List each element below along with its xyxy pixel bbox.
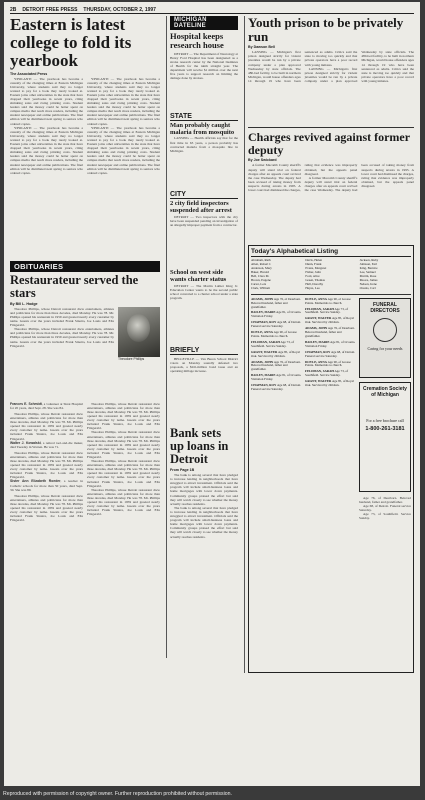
cremation-ad-phone: 1-800-261-3181 bbox=[365, 425, 405, 432]
death-notice-text: Age 90, of Grosse Pointe. Memorials to church. bbox=[251, 330, 297, 338]
cremation-ad-sub: For a free brochure call bbox=[366, 417, 404, 423]
death-notice-name: FELDMAN, SARAH bbox=[305, 306, 334, 311]
death-notice bbox=[305, 298, 356, 306]
briefly-body: BELLEVILLE — Van Buren School District voters on Monday soundly defeated two proposals, a $9.6-million bond issue and an operating millage increase. bbox=[170, 356, 238, 373]
notices-area bbox=[251, 298, 411, 670]
prison-byline: By Dawson Bell bbox=[248, 45, 275, 50]
funeral-ad-sub: Caring for your needs bbox=[367, 345, 403, 351]
obituary-photo bbox=[118, 307, 160, 357]
yearbook-body: YPSILANTI — The yearbook has become a casualty of the changing times at Eastern Michigan University, where students said they no longer wanted to pay for a book they rarely looked at. Eastern joins other universities in the state that have dropped their yearbooks in recent years, citing shrinking sales and rising printing costs. Student leaders said the money could be better spent on campus media that reach more readers, including the student newspaper and online publications. The final edition will be distributed next spring to seniors who ordered copies. YPSILANTI — The yearbook has become a casualty of the changing times at Eastern Michigan University, where students said they no longer wanted to pay for a book they rarely looked at. Eastern joins other universities in the state that have dropped their yearbooks in recent years, citing shrinking sales and rising printing costs. Student leaders said the money could be better spent on campus media that reach more readers, including the student newspaper and online publications. The final edition will be distributed next spring to seniors who ordered copies. YPSILANTI — The yearbook has become a casualty of the changing times at Eastern Michigan University, where students said they no longer wanted to pay for a book they rarely looked at. Eastern joins other universities in the state that have dropped their yearbooks in recent years, citing shrinking sales and rising printing costs. Student leaders said the money could be better spent on campus media that reach more readers, including the student newspaper and online publications. The final edition will be distributed next spring to seniors who ordered copies. YPSILANTI — The yearbook has become a casualty of the changing times at Eastern Michigan University, where students said they no longer wanted to pay for a book they rarely looked at. Eastern joins other universities in the state that have dropped their yearbooks in recent years, citing shrinking sales and rising printing costs. Student leaders said the money could be better spent on campus media that reach more readers, including the student newspaper and online publications. The final edition will be distributed next spring to seniors who ordered copies. bbox=[10, 76, 160, 175]
listing-entry: Martin, Rose bbox=[359, 274, 377, 279]
charges-byline: By Joe Swickard bbox=[248, 158, 277, 163]
listing-entry: Lee, Samuel bbox=[359, 270, 376, 275]
yearbook-headline: Eastern is latest college to fold its yearbook bbox=[10, 15, 132, 70]
obituary-body: Theodore Phillips, whose Detroit restaurant drew entertainers, athletes and politicians for more than three decades, died Monday. He was 78. Mr. Phillips opened his restaurant in 1959 and greeted nearly every customer by name. Guests over the years included Frank Sinatra, Joe Louis and Ella Fitzgerald. Theodore Phillips, whose Detroit restaurant drew entertainers, athletes and politicians for more than three decades, died Monday. He was 78. Mr. Phillips opened his restaurant in 1959 and greeted nearly every customer by name. Guests over the years included Frank Sinatra, Joe Louis and Ella Fitzgerald. bbox=[10, 306, 114, 348]
listing-entry: Jackson, Ruby bbox=[359, 258, 379, 263]
death-notice bbox=[305, 361, 356, 369]
death-notices bbox=[248, 245, 414, 672]
copyright-footer: Reproduced with permission of copyright owner. Further reproduction prohibited without permission. bbox=[3, 791, 232, 797]
bank-headline: Bank sets up loans in Detroit bbox=[170, 425, 229, 466]
death-notice-name: GRANT, WALTER bbox=[305, 379, 332, 384]
school-body: DETROIT — The Martin Luther King Jr. Education Center wants to be the second public school converted to a charter school under a state program. bbox=[170, 283, 238, 300]
listing-entry: Johnson, Earl bbox=[359, 262, 378, 267]
death-notice-text: Age 81, of Livonia. Visitation Friday. bbox=[251, 310, 302, 319]
death-notice-name: ADAMS, JOHN bbox=[305, 326, 328, 331]
death-notice-name: FELDMAN, SARAH bbox=[305, 369, 334, 374]
death-notice-text: Age 81, of Livonia. Visitation Friday. bbox=[251, 373, 302, 382]
listing-entry: Brown, Eugene bbox=[251, 278, 271, 282]
funeral-ad bbox=[359, 298, 411, 378]
newspaper-page bbox=[4, 2, 420, 786]
death-notice-name: BAILEY, MARIE bbox=[251, 310, 276, 315]
death-notice-name: CHAPMAN, ROY bbox=[251, 383, 277, 388]
charges-headline: Charges revived against former deputy bbox=[248, 130, 410, 157]
dateline-column bbox=[166, 16, 238, 658]
state-headline: Man probably caught malaria from mosquito bbox=[170, 121, 235, 136]
death-notice bbox=[251, 374, 302, 382]
death-notice-name: CHAPMAN, ROY bbox=[251, 320, 277, 325]
death-notice-name: GRANT, WALTER bbox=[305, 316, 332, 321]
ad-stack bbox=[359, 298, 411, 670]
death-notice-text: Age 81, of Livonia. Visitation Friday. bbox=[305, 339, 356, 348]
cremation-ad bbox=[359, 382, 411, 492]
yearbook-byline: The Associated Press bbox=[10, 71, 48, 76]
death-notice bbox=[305, 370, 356, 378]
listing-entry: Bell, Clara M. bbox=[251, 274, 270, 279]
listing-entry: Baker, Harold bbox=[251, 270, 269, 275]
obituary-photo-caption: Theodore Phillips bbox=[118, 356, 145, 361]
listing-entry: Evans, Margaret bbox=[305, 266, 327, 271]
death-notice-text: Age 68, of Detroit. Funeral service Saturday. bbox=[305, 349, 356, 358]
death-notice bbox=[305, 380, 356, 388]
death-notice-name: ADAMS, JOHN bbox=[251, 297, 274, 301]
obituary-byline: By Bill L. Hodge bbox=[10, 301, 38, 306]
obituary-item: Sister Ann Elizabeth Roeder, a teacher in Catholic schools for more than 50 years, died Sept. 30. She was 89. bbox=[10, 479, 84, 492]
death-notice-text: Age 76, of Dearborn. Beloved husband, father and grandfather. bbox=[305, 326, 355, 338]
death-notice-text: Age 73, of Southfield. Service Sunday. bbox=[305, 306, 349, 315]
death-notice-text: Age 90, of Grosse Pointe. Memorials to church. bbox=[305, 359, 351, 368]
listing-entry: Ford, Alice bbox=[305, 274, 320, 279]
death-notice bbox=[251, 331, 302, 339]
death-notice-text: Age 85, of Royal Oak. Survived by children. bbox=[305, 379, 354, 388]
prison-headline: Youth prison to be privately run bbox=[248, 15, 404, 44]
death-notice-name: DOYLE, ANNA bbox=[305, 297, 327, 301]
death-notice bbox=[251, 321, 302, 329]
death-notice bbox=[251, 341, 302, 349]
obituary-photo-block bbox=[118, 307, 160, 399]
death-notice bbox=[251, 361, 302, 373]
listing-entry: Fisher, John bbox=[305, 270, 321, 275]
listing-entry: Anderson, Mary bbox=[251, 266, 272, 271]
page-number: 2B bbox=[10, 6, 17, 13]
obituaries-bar: OBITUARIES bbox=[10, 261, 160, 272]
cremation-ad-title: Cremation Society of Michigan bbox=[363, 385, 407, 398]
death-notice bbox=[305, 327, 356, 339]
death-notice-name: CHAPMAN, ROY bbox=[305, 349, 331, 354]
listing-entry: Hall, Dorothy bbox=[305, 281, 324, 286]
listing-entry: Moore, James bbox=[359, 278, 378, 282]
notices-list bbox=[251, 298, 356, 670]
state-body: LANSING — Health officials say that for the first time in 63 years, a person probably has contracted malaria from a mosquito bite in Michigan. bbox=[170, 136, 238, 153]
listing-entry: Hayes, Leo bbox=[305, 285, 320, 290]
obituary-item: Walter J. Kowalski, a retired tool-and-die maker, died Tuesday in Warren. He was 71. bbox=[10, 440, 84, 449]
obituary-item: Frances E. Schmidt, a volunteer at Sinai Hospital for 20 years, died Sept. 28. She was 84. bbox=[10, 401, 84, 410]
left-column bbox=[10, 16, 160, 762]
listing-entry: Clark, William bbox=[251, 285, 270, 290]
death-notice bbox=[251, 298, 302, 310]
dateline-bar: MICHIGAN DATELINE bbox=[170, 16, 238, 30]
listing-column bbox=[360, 259, 411, 290]
funeral-emblem-icon bbox=[373, 318, 397, 342]
charges-body: A former Macomb County sheriff's deputy will stand trial on federal charges after an appeals court revived the case Wednesday. The deputy had been accused of taking money from suspects during arrests in 1995. A lower court had dismissed the charges, ruling that evidence was improperly obtained, but the appeals panel disagreed. A former Macomb County sheriff's deputy will stand trial on federal charges after an appeals court revived the case Wednesday. The deputy had been accused of taking money from suspects during arrests in 1995. A lower court had dismissed the charges, ruling that evidence was improperly obtained, but the appeals panel disagreed. bbox=[248, 163, 414, 193]
alphabetical-listing bbox=[251, 259, 411, 290]
paper-name: DETROIT FREE PRESS bbox=[22, 6, 78, 13]
city-body: DETROIT — Two inspectors with the city have been suspended pending an investigation of an allegedly improper payment from a contractor. bbox=[170, 215, 238, 228]
death-notice-text: Age 68, of Detroit. Funeral service Saturday. bbox=[251, 320, 302, 329]
death-notice-text: Age 76, of Dearborn. Beloved husband, father and grandfather. bbox=[251, 297, 301, 309]
death-notice-text: Age 85, of Royal Oak. Survived by children. bbox=[305, 316, 354, 325]
death-notice-text: Age 76, of Dearborn. Beloved husband, father and grandfather. bbox=[251, 359, 301, 372]
death-notice-name: DOYLE, ANNA bbox=[251, 330, 273, 335]
death-notice-text: Age 90, of Grosse Pointe. Memorials to church. bbox=[305, 297, 351, 305]
bank-body: The bank is among several that have pledged to increase lending in neighborhoods that have struggled to attract investment. Officials said the program will include small-business loans and home mortgages with lower down payments. Community groups praised the effort but said they will watch closely to see whether the money actually reaches residents. The bank is among several that have pledged to increase lending in neighborhoods that have struggled to attract investment. Officials said the program will include small-business loans and home mortgages with lower down payments. Community groups praised the effort but said they will watch closely to see whether the money actually reaches residents. bbox=[170, 473, 238, 539]
listing-entry: King, Bernice bbox=[359, 266, 378, 271]
dateline-body: DETROIT — The Department of Neurology at Henry Ford Hospital has been designated as a stroke research center by the National Institutes of Health for the ninth straight year. The department will receive $1 million over the next five years to support research on limiting the damage done by strokes. bbox=[170, 51, 238, 81]
dateline-headline: Hospital keeps research house bbox=[170, 31, 224, 50]
death-notice-name: ADAMS, JOHN bbox=[251, 359, 274, 364]
school-headline: School on west side wants charter status bbox=[170, 269, 227, 283]
listing-entry: Nelson, Irene bbox=[359, 281, 377, 286]
listing-entry: Abraham, Ruth bbox=[251, 258, 271, 263]
death-notice bbox=[251, 351, 302, 359]
death-notice bbox=[305, 308, 356, 316]
funeral-ad-title: FUNERAL DIRECTORS bbox=[370, 301, 400, 314]
death-notice bbox=[251, 384, 302, 392]
ad-column-filler: Age 76, of Dearborn. Beloved husband, father and grandfather. Age 68, of Detroit. Funeral service Saturday. Age 73, of Southfield. Service Sunday. bbox=[359, 495, 411, 521]
death-notice-name: BAILEY, MARIE bbox=[305, 339, 330, 344]
death-notice-text: Age 85, of Royal Oak. Survived by children. bbox=[251, 349, 300, 358]
bank-byline: From Page 1B bbox=[170, 468, 195, 473]
listing-entry: Davis, Helen bbox=[305, 258, 322, 263]
listing-entry: Carter, Lois bbox=[251, 281, 267, 286]
city-label: CITY bbox=[170, 191, 238, 199]
death-notice-text: Age 68, of Detroit. Funeral service Saturday. bbox=[251, 383, 302, 391]
state-label: STATE bbox=[170, 113, 238, 121]
listing-column bbox=[305, 259, 356, 290]
obituary-headline: Restaurateur served the stars bbox=[10, 272, 139, 300]
listing-column bbox=[251, 259, 302, 290]
obituary-more: Frances E. Schmidt, a volunteer at Sinai Hospital for 20 years, died Sept. 28. She was 84. Theodore Phillips, whose Detroit restaurant drew entertainers, athletes and politicians for more than three decades, died Monday. He was 78. Mr. Phillips opened his restaurant in 1959 and greeted nearly every customer by name. Guests over the years included Frank Sinatra, Joe Louis and Ella Fitzgerald. Walter J. Kowalski, a retired tool-and-die maker, died Tuesday in Warren. He was 71. Theodore Phillips, whose Detroit restaurant drew entertainers, athletes and politicians for more than three decades, died Monday. He was 78. Mr. Phillips opened his restaurant in 1959 and greeted nearly every customer by name. Guests over the years included Frank Sinatra, Joe Louis and Ella Fitzgerald. Sister Ann Elizabeth Roeder, a teacher in Catholic schools for more than 50 years, died Sept. 30. She was 89. Theodore Phillips, whose Detroit restaurant drew entertainers, athletes and politicians for more than three decades, died Monday. He was 78. Mr. Phillips opened his restaurant in 1959 and greeted nearly every customer by name. Guests over the years included Frank Sinatra, Joe Louis and Ella Fitzgerald. Theodore Phillips, whose Detroit restaurant drew entertainers, athletes and politicians for more than three decades, died Monday. He was 78. Mr. Phillips opened his restaurant in 1959 and greeted nearly every customer by name. Guests over the years included Frank Sinatra, Joe Louis and Ella Fitzgerald. Theodore Phillips, whose Detroit restaurant drew entertainers, athletes and politicians for more than three decades, died Monday. He was 78. Mr. Phillips opened his restaurant in 1959 and greeted nearly every customer by name. Guests over the years included Frank Sinatra, Joe Louis and Ella Fitzgerald. Theodore Phillips, whose Detroit restaurant drew entertainers, athletes and politicians for more than three decades, died Monday. He was 78. Mr. Phillips opened his restaurant in 1959 and greeted nearly every customer by name. Guests over the years included Frank Sinatra, Joe Louis and Ella Fitzgerald. Theodore Phillips, whose Detroit restaurant drew entertainers, athletes and politicians for more than three decades, died Monday. He was 78. Mr. Phillips opened his restaurant in 1959 and greeted nearly every customer by name. Guests over the years included Frank Sinatra, Joe Louis and Ella Fitzgerald. bbox=[10, 401, 160, 523]
page-folio bbox=[10, 6, 414, 14]
obituary-lead bbox=[10, 307, 160, 399]
listing-entry: Dunn, Frank bbox=[305, 262, 322, 267]
prison-body: LANSING — Michigan's first prison designed strictly for violent juveniles would be run by a private company under a plan approved Wednesday by state officials. The 480-bed facility, to be built in northern Michigan, would house offenders ages 14 through 19 who have been sentenced as adults. Critics said the state is moving too quickly and that private operators have a poor record with young inmates. LANSING — Michigan's first prison designed strictly for violent juveniles would be run by a private company under a plan approved Wednesday by state officials. The 480-bed facility, to be built in northern Michigan, would house offenders ages 14 through 19 who have been sentenced as adults. Critics said the state is moving too quickly and that private operators have a poor record with young inmates. bbox=[248, 50, 414, 83]
death-notice bbox=[305, 317, 356, 325]
death-notice-name: BAILEY, MARIE bbox=[251, 373, 276, 378]
death-notice-name: GRANT, WALTER bbox=[251, 349, 278, 354]
issue-date: THURSDAY, OCTOBER 2, 1997 bbox=[83, 6, 156, 13]
city-headline: 2 city field inspectors suspended after arrest bbox=[170, 200, 232, 215]
death-notice bbox=[305, 341, 356, 349]
death-notices-title: Today's Alphabetical Listing bbox=[251, 248, 411, 257]
death-notice-name: FELDMAN, SARAH bbox=[251, 339, 280, 344]
right-column bbox=[244, 16, 414, 673]
death-notice-name: DOYLE, ANNA bbox=[305, 359, 327, 364]
death-notice-text: Age 73, of Southfield. Service Sunday. bbox=[251, 339, 295, 348]
listing-entry: Owens, Carl bbox=[359, 285, 376, 290]
listing-entry: Green, Thomas bbox=[305, 278, 325, 282]
death-notice bbox=[305, 351, 356, 359]
briefly-label: BRIEFLY bbox=[170, 347, 238, 355]
death-notice bbox=[251, 311, 302, 319]
listing-entry: Allen, Robert J. bbox=[251, 262, 272, 267]
death-notice-text: Age 73, of Southfield. Service Sunday. bbox=[305, 369, 349, 378]
